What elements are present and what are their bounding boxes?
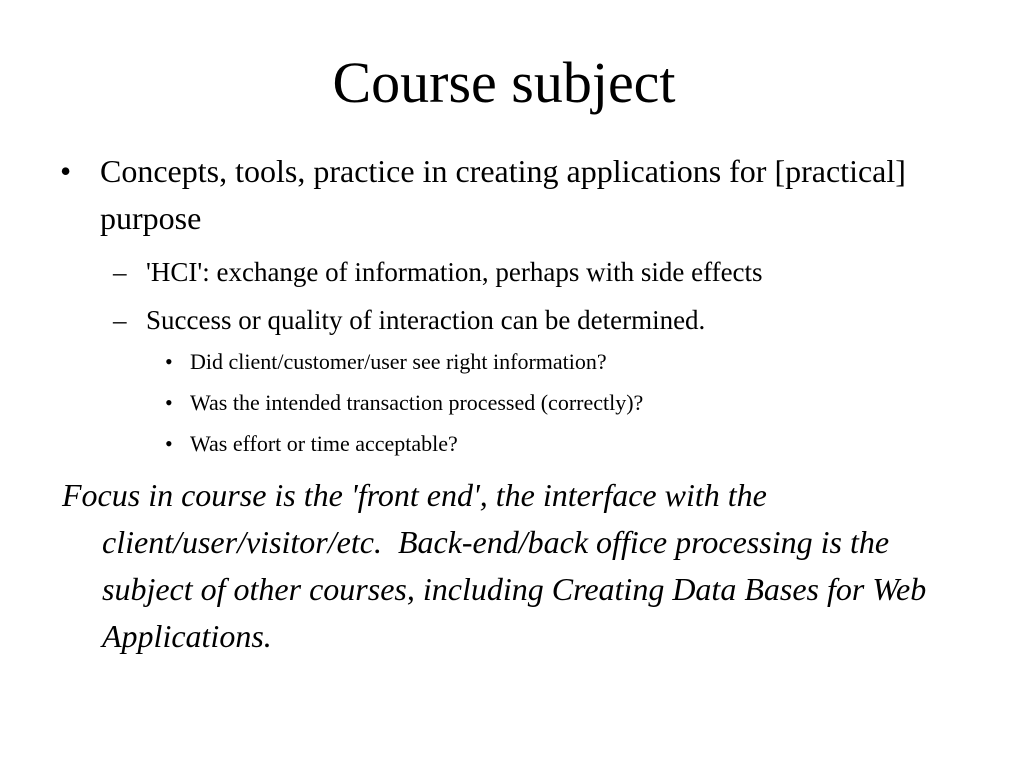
sub-bullet-text: Success or quality of interaction can be determined. [146, 305, 706, 335]
sub-bullet-item [113, 248, 960, 296]
bullet-marker: • [165, 349, 173, 374]
sub-sub-bullet-item [165, 341, 960, 382]
sub-bullet-text: 'HCI': exchange of information, perhaps with side effects [146, 257, 763, 287]
bullet-item [60, 148, 960, 242]
slide-title: Course subject [332, 50, 676, 115]
sub-bullet-item [113, 296, 960, 344]
dash-marker: – [113, 257, 127, 287]
sub-sub-bullet-item [165, 423, 960, 464]
sub-sub-bullet-text: Was effort or time acceptable? [190, 431, 458, 456]
sub-sub-bullet-text: Did client/customer/user see right information? [190, 349, 607, 374]
sub-sub-bullet-text: Was the intended transaction processed (correctly)? [190, 390, 644, 415]
bullet-marker: • [165, 390, 173, 415]
bullet-marker: • [165, 431, 173, 456]
bullet-marker: • [60, 153, 72, 189]
bullet-text: Concepts, tools, practice in creating applications for [practical] purpose [100, 153, 906, 236]
focus-paragraph: Focus in course is the 'front end', the interface with the client/user/visitor/etc. Back-end/back office processing is the subject of other courses, including Creating Data Bases for Web Applications. [62, 477, 934, 654]
sub-sub-bullet-item [165, 382, 960, 423]
dash-marker: – [113, 305, 127, 335]
slide-body [60, 148, 960, 464]
